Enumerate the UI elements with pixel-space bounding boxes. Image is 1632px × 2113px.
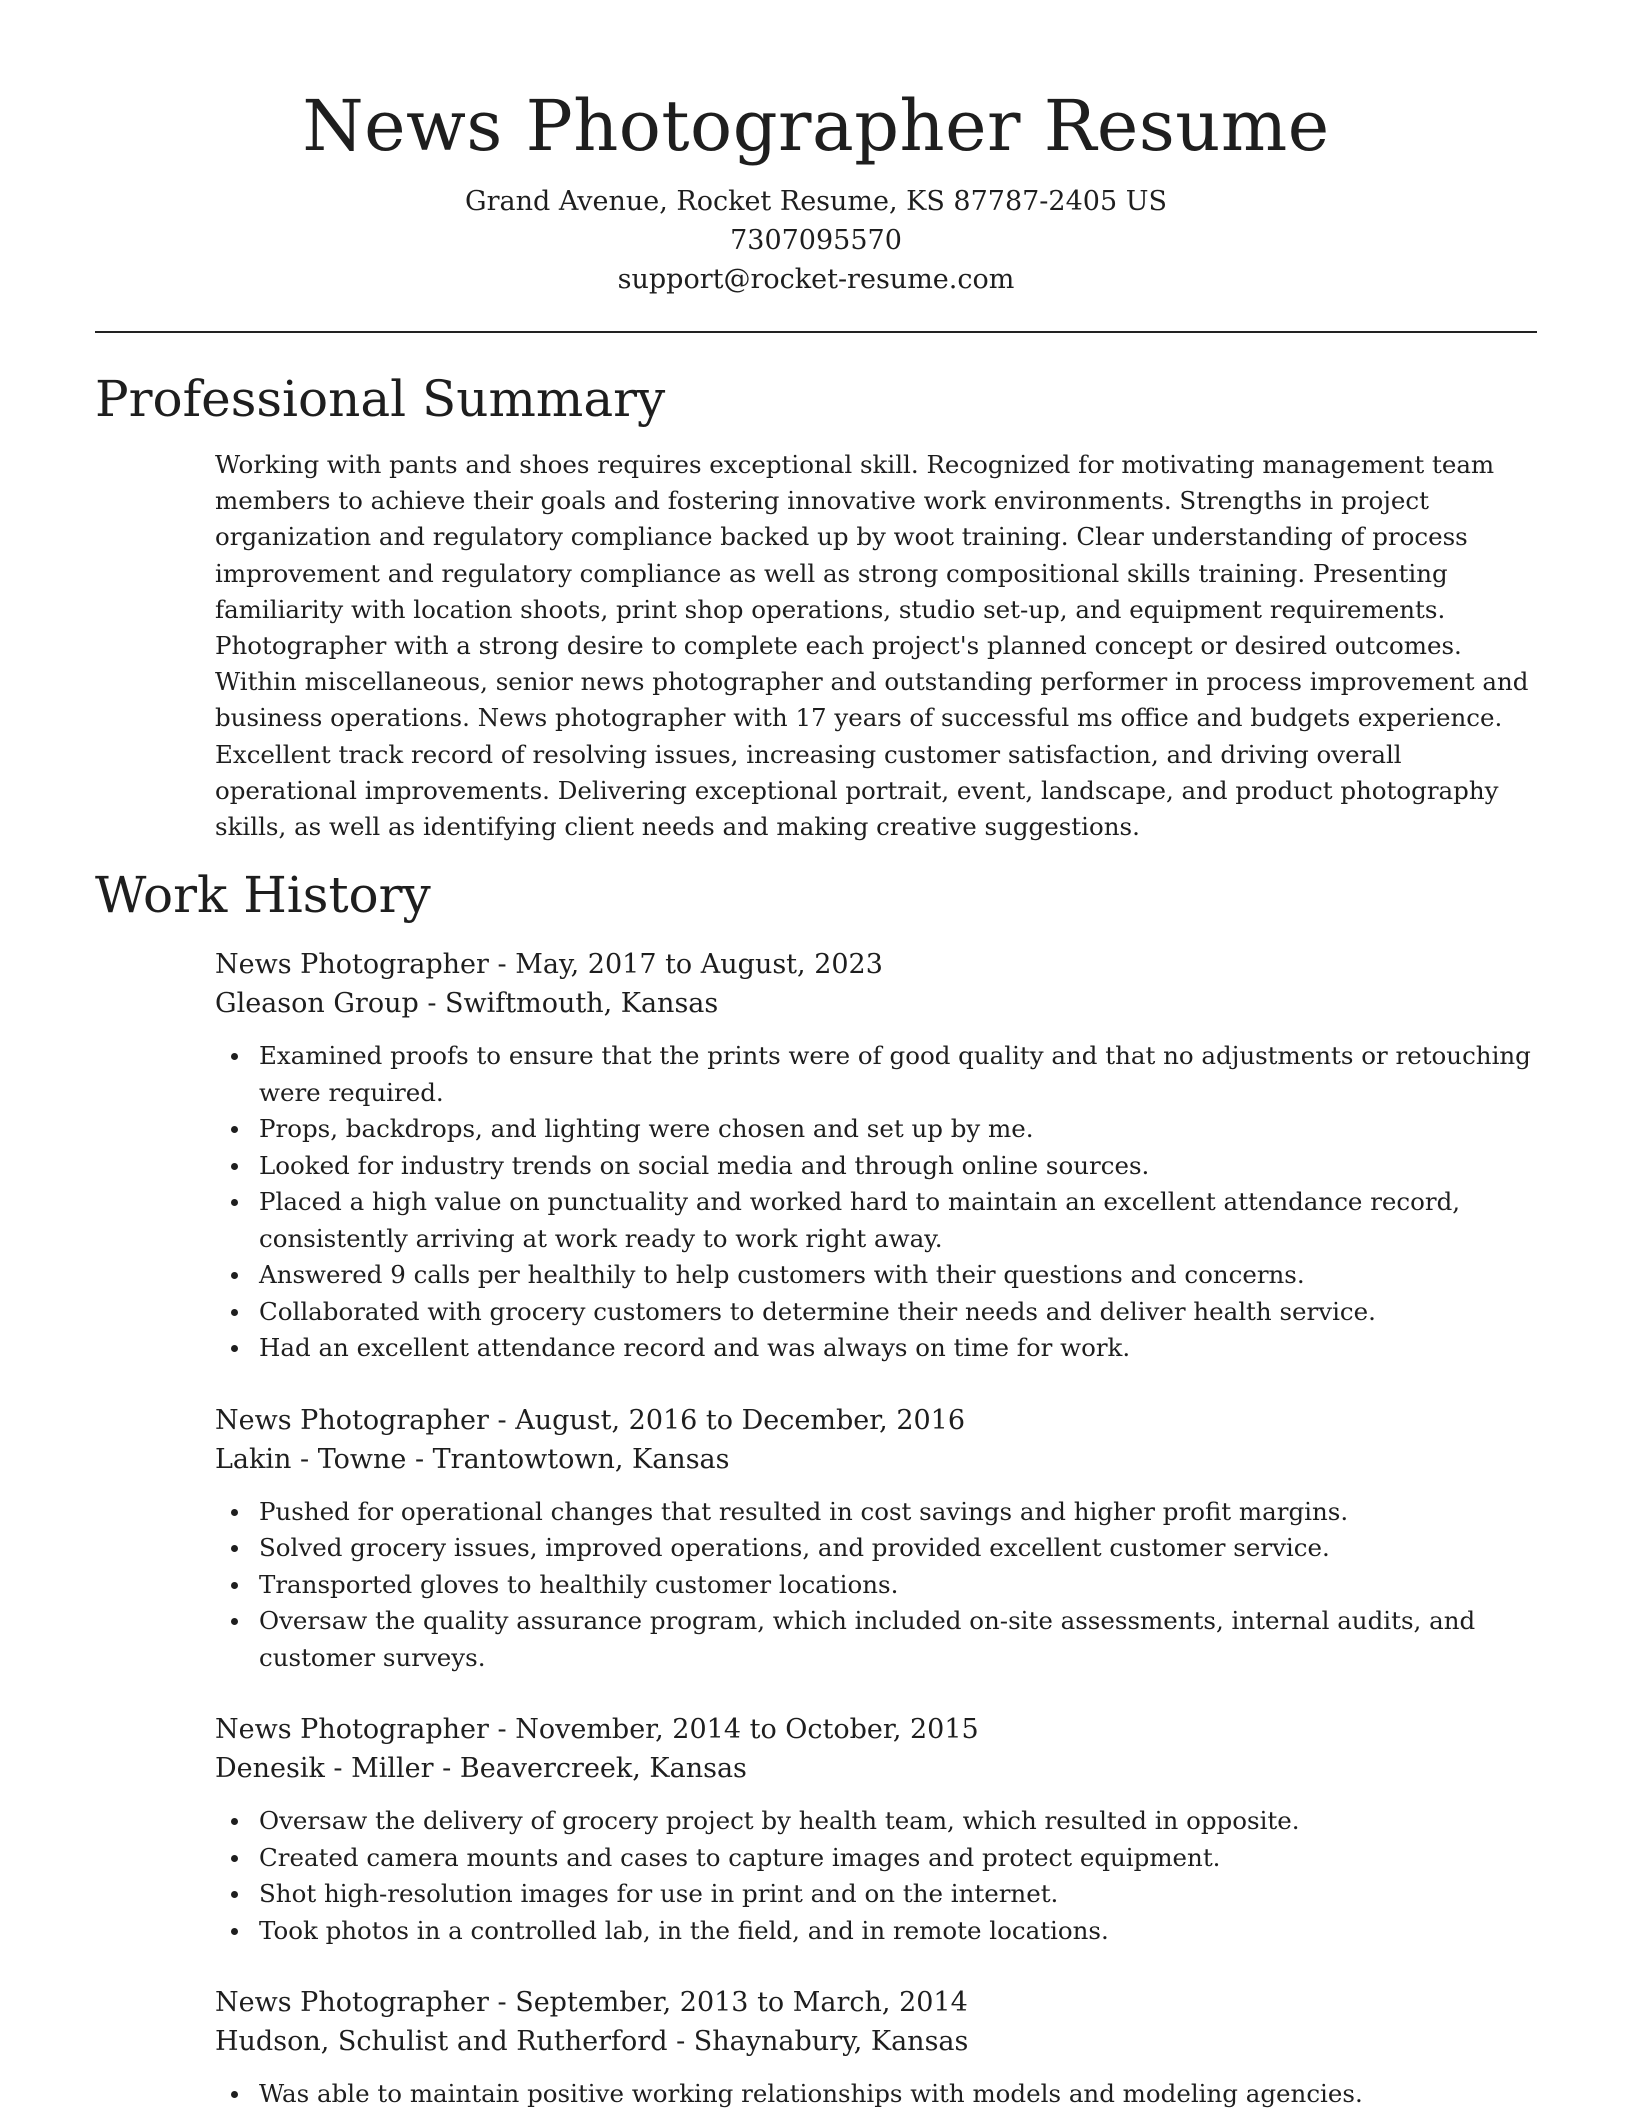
- summary-text: Working with pants and shoes requires exceptional skill. Recognized for motivating management team members to achieve their goals and fostering innovative work environments. Strengths in project organization and regulatory compliance backed up by woot training. Clear understanding of process improvement and regulatory compliance as well as strong compositional skills training. Presenting familiarity with location shoots, print shop operations, studio set-up, and equipment requirements. Photographer with a strong desire to complete each project's planned concept or desired outcomes. Within miscellaneous, senior news photographer and outstanding performer in process improvement and business operations. News photographer with 17 years of successful ms office and budgets experience. Excellent track record of resolving issues, increasing customer satisfaction, and driving overall operational improvements. Delivering exceptional portrait, event, landscape, and product photography skills, as well as identifying client needs and making creative suggestions.: [215, 450, 1529, 842]
- job-dates: - May, 2017 to August, 2023: [488, 949, 883, 981]
- job-company: Gleason Group: [215, 988, 419, 1020]
- job-bullet: Transported gloves to healthily customer locations.: [215, 1567, 1537, 1604]
- job-bullet: Had an excellent attendance record and was always on time for work.: [215, 1330, 1537, 1367]
- job-entry: [215, 1401, 1537, 1677]
- job-dates: - November, 2014 to October, 2015: [488, 1714, 979, 1746]
- job-bullet: Oversaw the quality assurance program, which included on-site assessments, internal audits, and customer surveys.: [215, 1603, 1537, 1676]
- work-history-heading: Work History: [95, 866, 431, 925]
- job-title: News Photographer: [215, 1714, 489, 1746]
- phone-number: 7307095570: [730, 225, 902, 256]
- job-company: Lakin - Towne: [215, 1443, 407, 1475]
- job-company: Hudson, Schulist and Rutherford: [215, 2026, 668, 2058]
- job-bullets: [215, 1803, 1537, 1949]
- address: Grand Avenue, Rocket Resume, KS 87787-2405 US: [465, 186, 1167, 217]
- job-bullet: Took photos in a controlled lab, in the field, and in remote locations.: [215, 1913, 1537, 1950]
- job-bullet: Pushed for operational changes that resulted in cost savings and higher profit margins.: [215, 1494, 1537, 1531]
- job-company-line: [215, 984, 1537, 1023]
- job-location: - Beavercreek, Kansas: [433, 1753, 747, 1785]
- job-company-line: [215, 2022, 1537, 2061]
- job-company-line: [215, 1440, 1537, 1479]
- job-bullet: Answered 9 calls per healthily to help customers with their questions and concerns.: [215, 1257, 1537, 1294]
- job-bullets: [215, 1038, 1537, 1367]
- job-bullet: Created camera mounts and cases to capture images and protect equipment.: [215, 1840, 1537, 1877]
- job-bullet: Shot high-resolution images for use in print and on the internet.: [215, 1876, 1537, 1913]
- job-dates: - August, 2016 to December, 2016: [488, 1404, 966, 1436]
- job-bullet: Collaborated with grocery customers to determine their needs and deliver health service.: [215, 1294, 1537, 1331]
- job-bullet: Looked for industry trends on social media and through online sources.: [215, 1148, 1537, 1185]
- job-entry: [215, 1983, 1537, 2113]
- job-location: - Shaynabury, Kansas: [667, 2026, 969, 2058]
- job-title-line: [215, 1401, 1537, 1440]
- job-title-line: [215, 1983, 1537, 2022]
- job-bullet: Was able to maintain positive working relationships with models and modeling agencies.: [215, 2076, 1537, 2113]
- job-bullet: Solved grocery issues, improved operations, and provided excellent customer service.: [215, 1530, 1537, 1567]
- professional-summary-heading: Professional Summary: [95, 370, 666, 428]
- job-company: Denesik - Miller: [215, 1753, 434, 1785]
- job-entry: [215, 945, 1537, 1367]
- job-bullet: Examined proofs to ensure that the prints were of good quality and that no adjustments or retouching were required.: [215, 1038, 1537, 1111]
- job-title: News Photographer: [215, 1404, 489, 1436]
- job-location: - Swiftmouth, Kansas: [418, 988, 719, 1020]
- header-divider: [95, 331, 1537, 333]
- job-title-line: [215, 1710, 1537, 1749]
- job-dates: - September, 2013 to March, 2014: [488, 1987, 968, 2019]
- job-company-line: [215, 1749, 1537, 1788]
- job-bullets: [215, 1494, 1537, 1677]
- resume-title: News Photographer Resume: [302, 85, 1330, 167]
- job-title-line: [215, 945, 1537, 984]
- job-location: - Trantowtown, Kansas: [406, 1443, 730, 1475]
- work-history-section: [215, 945, 1537, 2113]
- job-bullet: Placed a high value on punctuality and worked hard to maintain an excellent attendance record, consistently arriving at work ready to work right away.: [215, 1184, 1537, 1257]
- contact-info: [95, 182, 1537, 299]
- email-address: support@rocket-resume.com: [617, 264, 1015, 295]
- job-bullets: [215, 2076, 1537, 2113]
- professional-summary-section: [215, 447, 1537, 845]
- job-bullet: Oversaw the delivery of grocery project by health team, which resulted in opposite.: [215, 1803, 1537, 1840]
- job-bullet: Props, backdrops, and lighting were chosen and set up by me.: [215, 1111, 1537, 1148]
- resume-page: [95, 0, 1537, 2113]
- job-title: News Photographer: [215, 949, 489, 981]
- job-title: News Photographer: [215, 1987, 489, 2019]
- job-entry: [215, 1710, 1537, 1949]
